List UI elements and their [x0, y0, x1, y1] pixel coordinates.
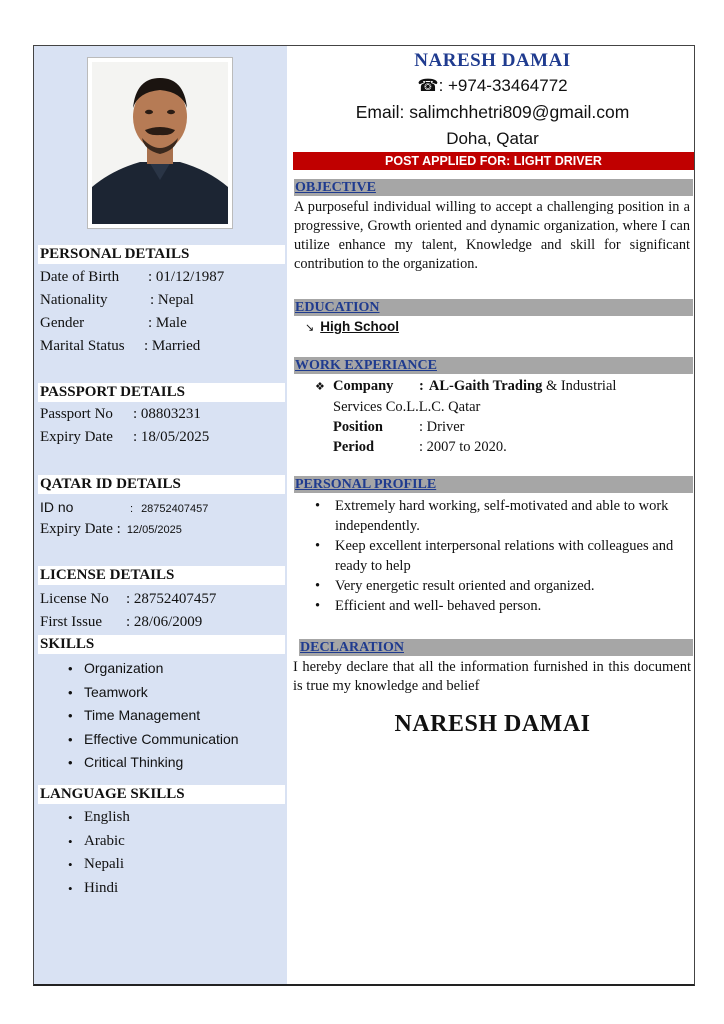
gender-row	[40, 313, 187, 333]
nationality-value: : Nepal	[150, 292, 194, 308]
declaration-text: I hereby declare that all the information furnished in this document is true my knowledge and belief	[293, 659, 691, 694]
language-item: • English	[66, 806, 130, 830]
signature-name: NARESH DAMAI	[394, 711, 591, 737]
license-issue-value: : 28/06/2009	[126, 614, 203, 630]
passport-heading: PASSPORT DETAILS	[38, 383, 285, 402]
skills-list	[66, 657, 239, 775]
company-name: AL-Gaith Trading	[428, 378, 543, 394]
candidate-name: NARESH DAMAI	[414, 50, 571, 71]
phone-line	[291, 76, 694, 96]
skill-item: • Effective Communication	[66, 728, 239, 752]
language-item: • Arabic	[66, 830, 130, 854]
objective-text: A purposeful individual willing to accept a challenging position in a progressive, Growth oriented and dynamic organization, where I can utilize enhance my talent, Knowledge and skill for significant contribution to the organization.	[294, 199, 690, 272]
qatar-id-heading: QATAR ID DETAILS	[38, 475, 285, 494]
company-row	[315, 376, 616, 397]
post-applied-banner: POST APPLIED FOR: LIGHT DRIVER	[293, 152, 694, 170]
profile-heading: PERSONAL PROFILE	[294, 476, 693, 493]
position-row	[315, 417, 616, 437]
skill-item: • Time Management	[66, 704, 239, 728]
marital-row	[40, 336, 200, 356]
education-heading: EDUCATION	[294, 299, 693, 316]
gender-label: Gender	[40, 315, 85, 331]
profile-list	[315, 496, 685, 616]
marital-label: Marital Status	[40, 338, 125, 354]
personal-details-heading: PERSONAL DETAILS	[38, 245, 285, 264]
position-label: Position	[333, 419, 383, 435]
education-item	[305, 319, 399, 334]
passport-expiry-row	[40, 427, 209, 447]
company-sep: :	[419, 378, 424, 394]
work-heading: WORK EXPERIANCE	[294, 357, 693, 374]
work-entry	[315, 376, 616, 457]
marital-value: : Married	[144, 338, 201, 354]
profile-photo	[87, 57, 233, 229]
skills-heading: SKILLS	[38, 635, 285, 654]
profile-item: • Efficient and well- behaved person.	[315, 596, 685, 616]
sidebar	[34, 46, 287, 984]
qatar-id-value: 28752407457	[141, 503, 209, 515]
license-no-row	[40, 589, 216, 609]
passport-expiry-label: Expiry Date	[40, 429, 113, 445]
profile-item: • Extremely hard working, self-motivated and able to work independently.	[315, 496, 685, 536]
language-item: • Hindi	[66, 877, 130, 901]
nationality-label: Nationality	[40, 292, 108, 308]
period-label: Period	[333, 439, 375, 455]
license-no-value: : 28752407457	[126, 591, 217, 607]
skill-item: • Organization	[66, 657, 239, 681]
main-content	[291, 46, 694, 984]
license-issue-label: First Issue	[40, 614, 103, 630]
gender-value: : Male	[148, 315, 187, 331]
dob-label: Date of Birth	[40, 269, 120, 285]
declaration-heading: DECLARATION	[299, 639, 693, 656]
dob-row	[40, 267, 224, 287]
language-list	[66, 806, 130, 900]
qatar-id-row	[40, 497, 208, 519]
profile-photo-image	[92, 62, 228, 224]
profile-item: • Keep excellent interpersonal relations with colleagues and ready to help	[315, 536, 685, 576]
company-line2: Services Co.L.L.C. Qatar	[333, 399, 481, 415]
skill-item: • Critical Thinking	[66, 751, 239, 775]
qatar-expiry-row	[40, 519, 182, 540]
license-no-label: License No	[40, 591, 109, 607]
passport-no-row	[40, 404, 201, 424]
nationality-row	[40, 290, 194, 310]
passport-no-value: : 08803231	[133, 406, 201, 422]
position-value: : Driver	[419, 419, 465, 435]
period-row	[315, 437, 616, 457]
qatar-expiry-value: 12/05/2025	[126, 524, 182, 536]
objective-heading: OBJECTIVE	[294, 179, 693, 196]
qatar-id-sep: :	[130, 503, 134, 515]
language-item: • Nepali	[66, 853, 130, 877]
passport-expiry-value: : 18/05/2025	[133, 429, 210, 445]
language-heading: LANGUAGE SKILLS	[38, 785, 285, 804]
education-degree: High School	[320, 319, 399, 334]
qatar-expiry-label: Expiry Date :	[40, 521, 121, 537]
phone-icon: ☎	[417, 76, 439, 95]
company-name-rest: & Industrial	[542, 378, 617, 394]
phone-number: : +974-33464772	[438, 76, 568, 95]
qatar-id-label: ID no	[40, 499, 74, 515]
arrow-icon: ↘	[305, 322, 315, 334]
profile-item: • Very energetic result oriented and organized.	[315, 576, 685, 596]
license-heading: LICENSE DETAILS	[38, 566, 285, 585]
period-value: : 2007 to 2020.	[419, 439, 507, 455]
company-label: Company	[333, 378, 394, 394]
skill-item: • Teamwork	[66, 681, 239, 705]
resume-page	[33, 45, 695, 986]
email-line: Email: salimchhetri809@gmail.com	[355, 102, 630, 122]
diamond-bullet-icon: ❖	[315, 381, 325, 393]
dob-value: : 01/12/1987	[148, 269, 225, 285]
location-line: Doha, Qatar	[446, 129, 539, 148]
passport-no-label: Passport No	[40, 406, 113, 422]
license-issue-row	[40, 612, 202, 632]
